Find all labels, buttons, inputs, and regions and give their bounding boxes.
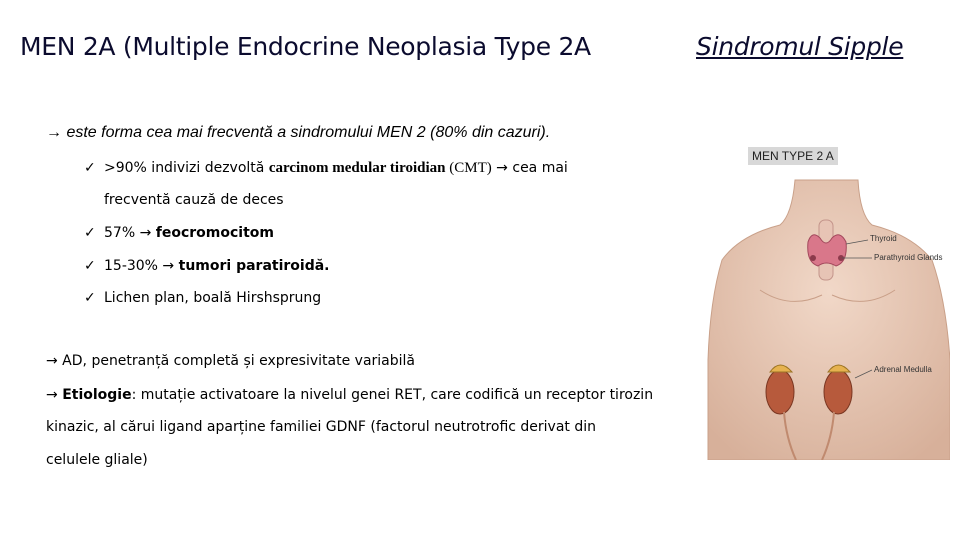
bullet-cmt-term: carcinom medular tiroidian <box>268 160 446 176</box>
etiology-line-3: celulele gliale) <box>46 452 148 468</box>
bullet-feo-pre: 57% → <box>104 225 156 241</box>
bullet-para-pre: 15-30% → <box>104 258 179 274</box>
bullet-feo-term: feocromocitom <box>155 225 274 241</box>
thyroid-label: Thyroid <box>870 234 897 243</box>
inheritance-line: → AD, penetranță completă și expresivitate variabilă <box>46 353 415 369</box>
bullet-cmt-abbr: (CMT) <box>445 160 492 176</box>
etiology-text: : mutație activatoare la nivelul genei RET, care codifică un receptor tirozin <box>131 387 654 403</box>
etiology-arrow: → <box>46 387 63 403</box>
bullet-lichen <box>84 290 321 306</box>
adrenal-label: Adrenal Medulla <box>874 365 932 374</box>
etiology-line-2: kinazic, al cărui ligand aparține familiei GDNF (factorul neutrotrofic derivat din <box>46 419 597 435</box>
torso-illustration <box>700 120 950 460</box>
check-icon: ✓ <box>84 225 96 241</box>
etiology-label: Etiologie <box>62 387 132 403</box>
slide-subtitle: Sindromul Sipple <box>696 32 904 61</box>
anatomy-figure <box>700 120 950 460</box>
parathyroid-label: Parathyroid Glands <box>874 253 943 262</box>
slide-title: MEN 2A (Multiple Endocrine Neoplasia Type 2A <box>20 32 591 61</box>
bullet-cmt-pre: >90% indivizi dezvoltă <box>104 160 269 176</box>
lead-statement: → este forma cea mai frecventă a sindromului MEN 2 (80% din cazuri). <box>46 124 551 141</box>
bullet-para-term: tumori paratiroidă. <box>178 258 330 274</box>
check-icon: ✓ <box>84 258 96 274</box>
bullet-paratiroid <box>84 258 330 274</box>
check-icon: ✓ <box>84 290 96 306</box>
bullet-cmt-continuation: frecventă cauză de deces <box>104 192 284 208</box>
bullet-feocromocitom <box>84 225 274 241</box>
figure-label: MEN TYPE 2 A <box>748 147 838 165</box>
etiology-line <box>46 387 653 403</box>
bullet-cmt <box>84 160 568 177</box>
check-icon: ✓ <box>84 160 96 176</box>
bullet-lichen-text: Lichen plan, boală Hirshsprung <box>104 290 322 306</box>
bullet-cmt-post: → cea mai <box>491 160 568 176</box>
